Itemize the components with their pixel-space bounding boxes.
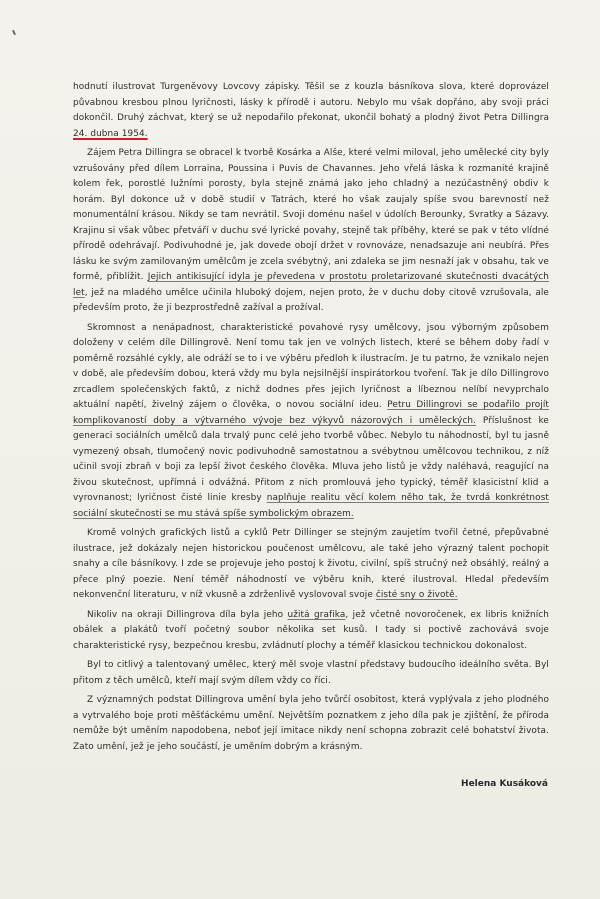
text-run: Zájem Petra Dillingra se obracel k tvorbě Kosárka a Alše, které velmi miloval, jeho umělecké city byly vzrušovány před dílem Lorraina, Poussina i Puvis de Chavannes. Jeho vřelá láska k rozmanité krajině kolem řek, porostlé lužními porosty, byla stejně známá jako jeho chladný a nezúčastněný obdiv k horám. Byl dokonce už v době studií v Tatrách, které ho však zaujaly spíše svou barevností než monumentální krásou. Nikdy se tam nevrátil. Svoji doménu našel v údolích Berounky, Svratky a Sázavy. Krajinu si však vůbec přetváří v duchu své lyrické povahy, stejně tak příběhy, které se pak v této vlídné přírodě odehrávají. Podivuhodné je, jak dovede obojí držet v rovnováze, nenadsazuje ani neubírá. Přes lásku ke svým zamilovaným umělcům je zcela svébytný, ani zdaleka se jim nesnaží jak v obsahu, tak ve formě, přiblížit.	[73, 148, 549, 282]
underlined-text: naplňuje realitu věcí kolem něho tak, že tvrdá konkrétnost sociální skutečnosti se mu stává spíše symbolickým obrazem.	[73, 493, 549, 519]
paragraph	[73, 608, 549, 655]
text-run: Nikoliv na okraji Dillingrova díla byla jeho	[87, 609, 288, 620]
underlined-text: užitá grafika	[287, 609, 346, 620]
article-body	[73, 80, 549, 759]
underlined-text: 24. dubna 1954.	[73, 128, 148, 139]
text-run: Byl to citlivý a talentovaný umělec, který měl svoje vlastní představy budoucího ideálního světa. Byl přitom z těch umělců, kteří mají svým dílem vždy co říci.	[73, 660, 549, 686]
paragraph	[73, 693, 549, 755]
paragraph	[73, 658, 549, 689]
text-run: hodnutí ilustrovat Turgeněvovy Lovcovy zápisky. Těšil se z kouzla básníkova slova, které doprovázel půvabnou kresbou plnou lyričnosti, lásky k přírodě i autoru. Nebylo mu však dopřáno, aby svoji práci dokončil. Druhý záchvat, který se už nepodařilo překonat, ukončil bohatý a plodný život Petra Dillingra	[73, 82, 549, 123]
paragraph	[73, 321, 549, 523]
author-signature: Helena Kusáková	[461, 779, 548, 789]
text-run: Kromě volných grafických listů a cyklů Petr Dillinger se stejným zaujetím tvořil četné, přepůvabné ilustrace, jež dokázaly nejen historickou poučenost umělcovu, ale také jeho výrazný talent pochopit snahy a cíle básníkovy. I zde se projevuje jeho postoj k životu, civilní, spíš stručný než obsáhlý, reálný a přece plný poezie. Není téměř náhodností ve výběru knih, které ilustroval. Hledal především nekonvenční literaturu, v níž vkusně a zdrženlivě vyslovoval svoje	[73, 528, 549, 600]
text-run: Z významných podstat Dillingrova umění byla jeho tvůrčí osobitost, která vyplývala z jeho plodného a vytrvalého boje proti měšťáckému umění. Největším poznatkem z jeho díla pak je zjištění, že příroda nemůže být uměním napodobena, neboť její imitace nikdy není schopna zobrazit celé bohatství života. Zato umění, jež je jeho součástí, je uměním dobrým a krásným.	[73, 695, 549, 752]
text-run: , jež na mladého umělce učinila hluboký dojem, nejen proto, že v duchu doby citově vzrušovala, ale především proto, že ji bezprostředně zažíval a prožíval.	[73, 287, 549, 313]
underlined-text: čisté sny o životě.	[375, 590, 458, 600]
page-corner-mark	[12, 30, 16, 35]
underlined-text: Jejich antikisující idyla je převedena v prostotu proletarizované skutečnosti dvacátých let	[73, 272, 550, 298]
paragraph	[73, 526, 549, 604]
underlined-text: Petru Dillingrovi se podařilo projít komplikovaností doby a výtvarného vývoje bez výkyvů názorových i uměleckých.	[73, 400, 549, 426]
text-run: Skromnost a nenápadnost, charakteristické povahové rysy umělcovy, jsou výborným způsobem doloženy v celém díle Dillingrově. Není tomu tak jen ve volných listech, které se během doby řadí v poměrně rozsáhlé cykly, ale odráží se to i ve výběru předloh k ilustracím. Je tu patrno, že vznikalo nejen v době, ale především dobou, která vždy mu byla nejsilnější inspirátorkou tvoření. Tak je dílo Dillingrovo zrcadlem společenských faktů, z nichž dodnes přes jejich lyričnost a líbeznou nelíbí nevyprchalo aktuální napětí, živelný zájem o člověka, o novou sociální ideu.	[73, 322, 549, 410]
paragraph	[73, 80, 549, 142]
paragraph	[73, 146, 549, 317]
text-run: , jež včetně novoročenek, ex libris knižních obálek a plakátů tvoří početný soubor několika set kusů. I tady si poctivě zachovává svoje charakteristické rysy, bezpečnou kresbu, zvládnutí plochy a téměř klasickou technickou dokonalost.	[73, 609, 549, 651]
text-run: Příslušnost ke generaci sociálních umělců dala trvalý punc celé jeho tvorbě vůbec. Nebylo tu náhodností, byl tu jasně vymezený obsah, tlumočený novic podivuhodně samostatnou a svébytnou umělcovou technikou, z níž učinil svoji zbraň v boji za lepší život českého člověka. Mluva jeho listů je vždy naléhavá, reagující na živou skutečnost, upřímná i odvážná. Přitom z nich promlouvá jeho typický, téměř klasicistní klid a vyrovnanost; lyričnost čisté linie kresby	[73, 415, 549, 503]
